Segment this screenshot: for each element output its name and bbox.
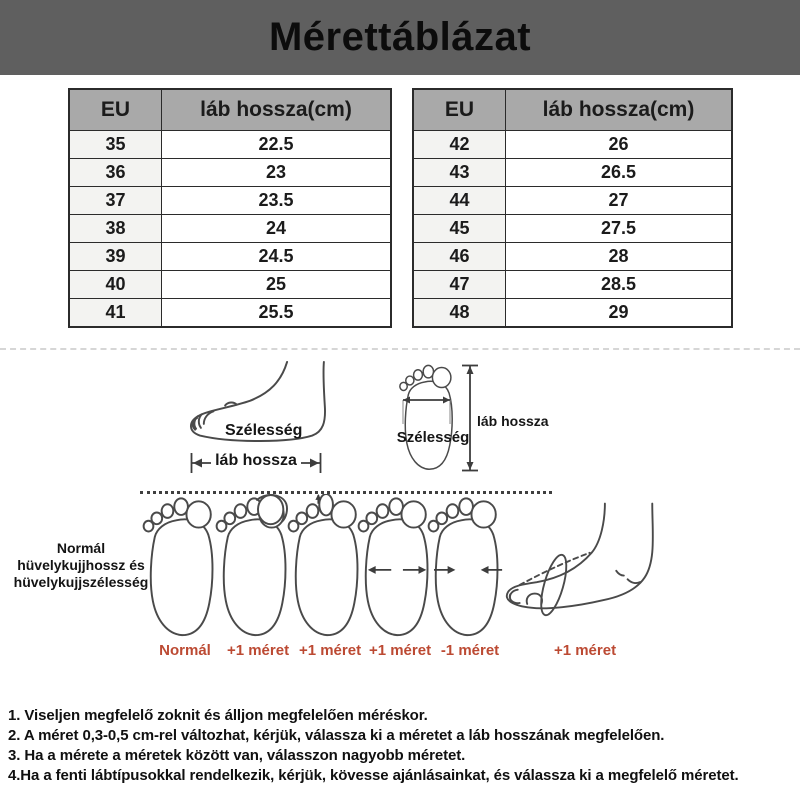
foot-type-label: -1 méret: [440, 642, 500, 659]
table-row: [69, 215, 391, 243]
table-row: [413, 215, 732, 243]
foot-length-cell: 22.5: [162, 131, 392, 159]
eu-size-cell: 40: [69, 271, 162, 299]
table-row: [413, 131, 732, 159]
foot-length-cell: 25: [162, 271, 392, 299]
foot-length-cell: 27.5: [506, 215, 733, 243]
foot-length-cell: 23: [162, 159, 392, 187]
header-banner: [0, 0, 800, 75]
foot-length-cell: 29: [506, 299, 733, 328]
size-table-right: [412, 88, 733, 328]
foot-length-cell: 23.5: [162, 187, 392, 215]
eu-size-cell: 45: [413, 215, 506, 243]
table-row: [69, 187, 391, 215]
column-header-foot-length: láb hossza(cm): [506, 89, 733, 131]
eu-size-cell: 42: [413, 131, 506, 159]
normal-toe-note: [10, 540, 152, 591]
instruction-2: 2. A méret 0,3-0,5 cm-rel változhat, kérjük, válassza ki a méretet a láb hosszának megfelelően.: [8, 727, 665, 744]
foot-type-figure-high-instep: [495, 494, 675, 659]
foot-length-cell: 26.5: [506, 159, 733, 187]
eu-size-cell: 43: [413, 159, 506, 187]
top-length-label: láb hossza: [477, 413, 549, 429]
table-row: [69, 243, 391, 271]
instruction-3: 3. Ha a mérete a méretek között van, válasszon nagyobb méretet.: [8, 747, 466, 764]
instructions-list: [8, 706, 798, 786]
column-header-eu: EU: [413, 89, 506, 131]
note-line: hüvelykujjhossz és: [17, 557, 145, 573]
table-header-row: [413, 89, 732, 131]
table-row: [413, 299, 732, 328]
instruction-1: 1. Viseljen megfelelő zoknit és álljon megfelelően méréskor.: [8, 707, 428, 724]
eu-size-cell: 44: [413, 187, 506, 215]
table-row: [69, 271, 391, 299]
table-row: [413, 159, 732, 187]
table-row: [413, 243, 732, 271]
eu-size-cell: 41: [69, 299, 162, 328]
foot-type-label: +1 méret: [553, 642, 617, 659]
foot-length-cell: 26: [506, 131, 733, 159]
note-line: Normál: [56, 540, 106, 556]
foot-length-cell: 24.5: [162, 243, 392, 271]
table-row: [69, 159, 391, 187]
foot-length-cell: 28.5: [506, 271, 733, 299]
table-header-row: [69, 89, 391, 131]
table-row: [69, 299, 391, 328]
eu-size-cell: 35: [69, 131, 162, 159]
foot-length-cell: 28: [506, 243, 733, 271]
foot-length-cell: 27: [506, 187, 733, 215]
eu-size-cell: 46: [413, 243, 506, 271]
top-width-label: Szélesség: [396, 429, 470, 446]
foot-type-label: +1 méret: [226, 642, 290, 659]
size-table-left: [68, 88, 392, 328]
high-instep-foot-illustration: [495, 494, 675, 640]
foot-length-cell: 24: [162, 215, 392, 243]
page-title: Mérettáblázat: [268, 15, 532, 59]
note-line: hüvelykujjszélesség: [13, 574, 149, 590]
eu-size-cell: 47: [413, 271, 506, 299]
foot-type-label: Normál: [159, 642, 211, 659]
foot-length-cell: 25.5: [162, 299, 392, 328]
table-row: [413, 271, 732, 299]
eu-size-cell: 39: [69, 243, 162, 271]
foot-type-label: +1 méret: [298, 642, 362, 659]
eu-size-cell: 36: [69, 159, 162, 187]
eu-size-cell: 38: [69, 215, 162, 243]
dashed-divider: [0, 348, 800, 350]
foot-type-label: +1 méret: [368, 642, 432, 659]
table-row: [413, 187, 732, 215]
column-header-foot-length: láb hossza(cm): [162, 89, 392, 131]
table-row: [69, 131, 391, 159]
instruction-4: 4.Ha a fenti lábtípusokkal rendelkezik, kérjük, kövesse ajánlásainkat, és válassza ki a megfelelő méretet.: [8, 767, 739, 784]
column-header-eu: EU: [69, 89, 162, 131]
side-length-label: láb hossza: [190, 452, 322, 470]
eu-size-cell: 48: [413, 299, 506, 328]
eu-size-cell: 37: [69, 187, 162, 215]
side-width-label: Szélesség: [225, 422, 303, 439]
